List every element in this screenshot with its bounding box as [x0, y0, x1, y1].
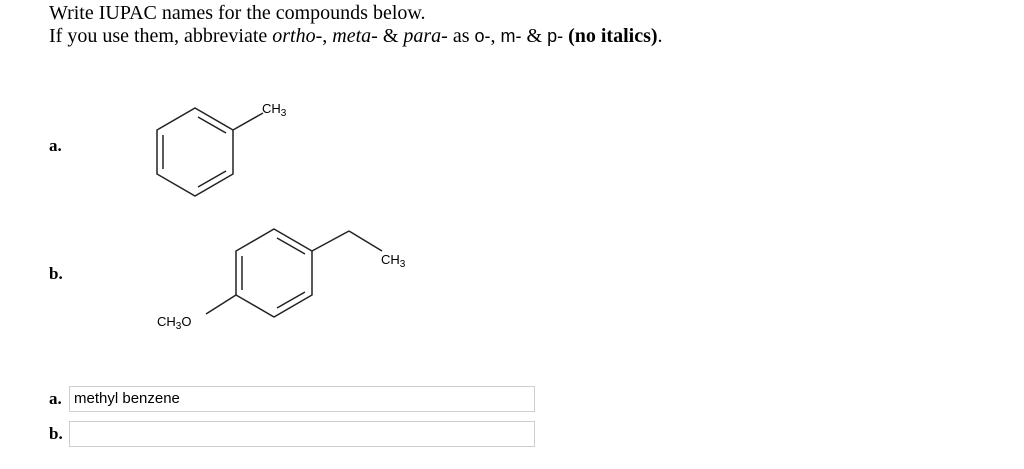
answer-b-label: b. [49, 424, 63, 443]
answer-a-input[interactable] [69, 386, 535, 412]
separator: & [521, 25, 548, 47]
answer-row-b [49, 420, 535, 448]
structure-a [157, 108, 263, 196]
question-b-label: b. [49, 264, 63, 283]
methoxy-bond [206, 295, 236, 314]
question-a-label: a. [49, 136, 62, 155]
benzene-ring-b [236, 229, 312, 317]
o-abbrev: o- [474, 26, 491, 46]
answer-b-input[interactable] [69, 421, 535, 447]
answer-a-label: a. [49, 389, 62, 408]
no-italics-note: (no italics) [568, 25, 658, 47]
p-abbrev: p- [547, 26, 564, 46]
benzene-ring-a [157, 108, 233, 196]
ch3o-text: $CH_3O$ [157, 314, 192, 332]
separator: , [490, 25, 501, 47]
separator: , [322, 25, 333, 47]
ch3-label-b [381, 252, 406, 270]
ch3-text: $CH_3$ [262, 101, 287, 119]
double-bond [198, 117, 226, 133]
period: . [657, 25, 663, 47]
separator: as [447, 25, 475, 47]
ortho-term: ortho- [272, 25, 323, 47]
double-bond [277, 238, 305, 254]
answer-row-a [49, 385, 535, 413]
ethyl-bond-1 [312, 231, 349, 251]
para-term: para- [403, 25, 448, 47]
meta-term: meta- [332, 25, 378, 47]
double-bond [277, 292, 305, 308]
ethyl-bond-2 [349, 231, 382, 251]
methyl-bond-a [233, 113, 263, 130]
ch3o-label-b [157, 314, 191, 332]
ch3-text: $CH_3$ [381, 252, 406, 270]
ch3-label-a [262, 101, 287, 119]
separator: & [377, 25, 404, 47]
m-abbrev: m- [500, 26, 522, 46]
double-bond [198, 171, 226, 187]
structure-b [206, 229, 382, 317]
instruction-line-1: Write IUPAC names for the compounds below. [49, 2, 426, 24]
instruction-text: If you use them, abbreviate [49, 25, 273, 47]
